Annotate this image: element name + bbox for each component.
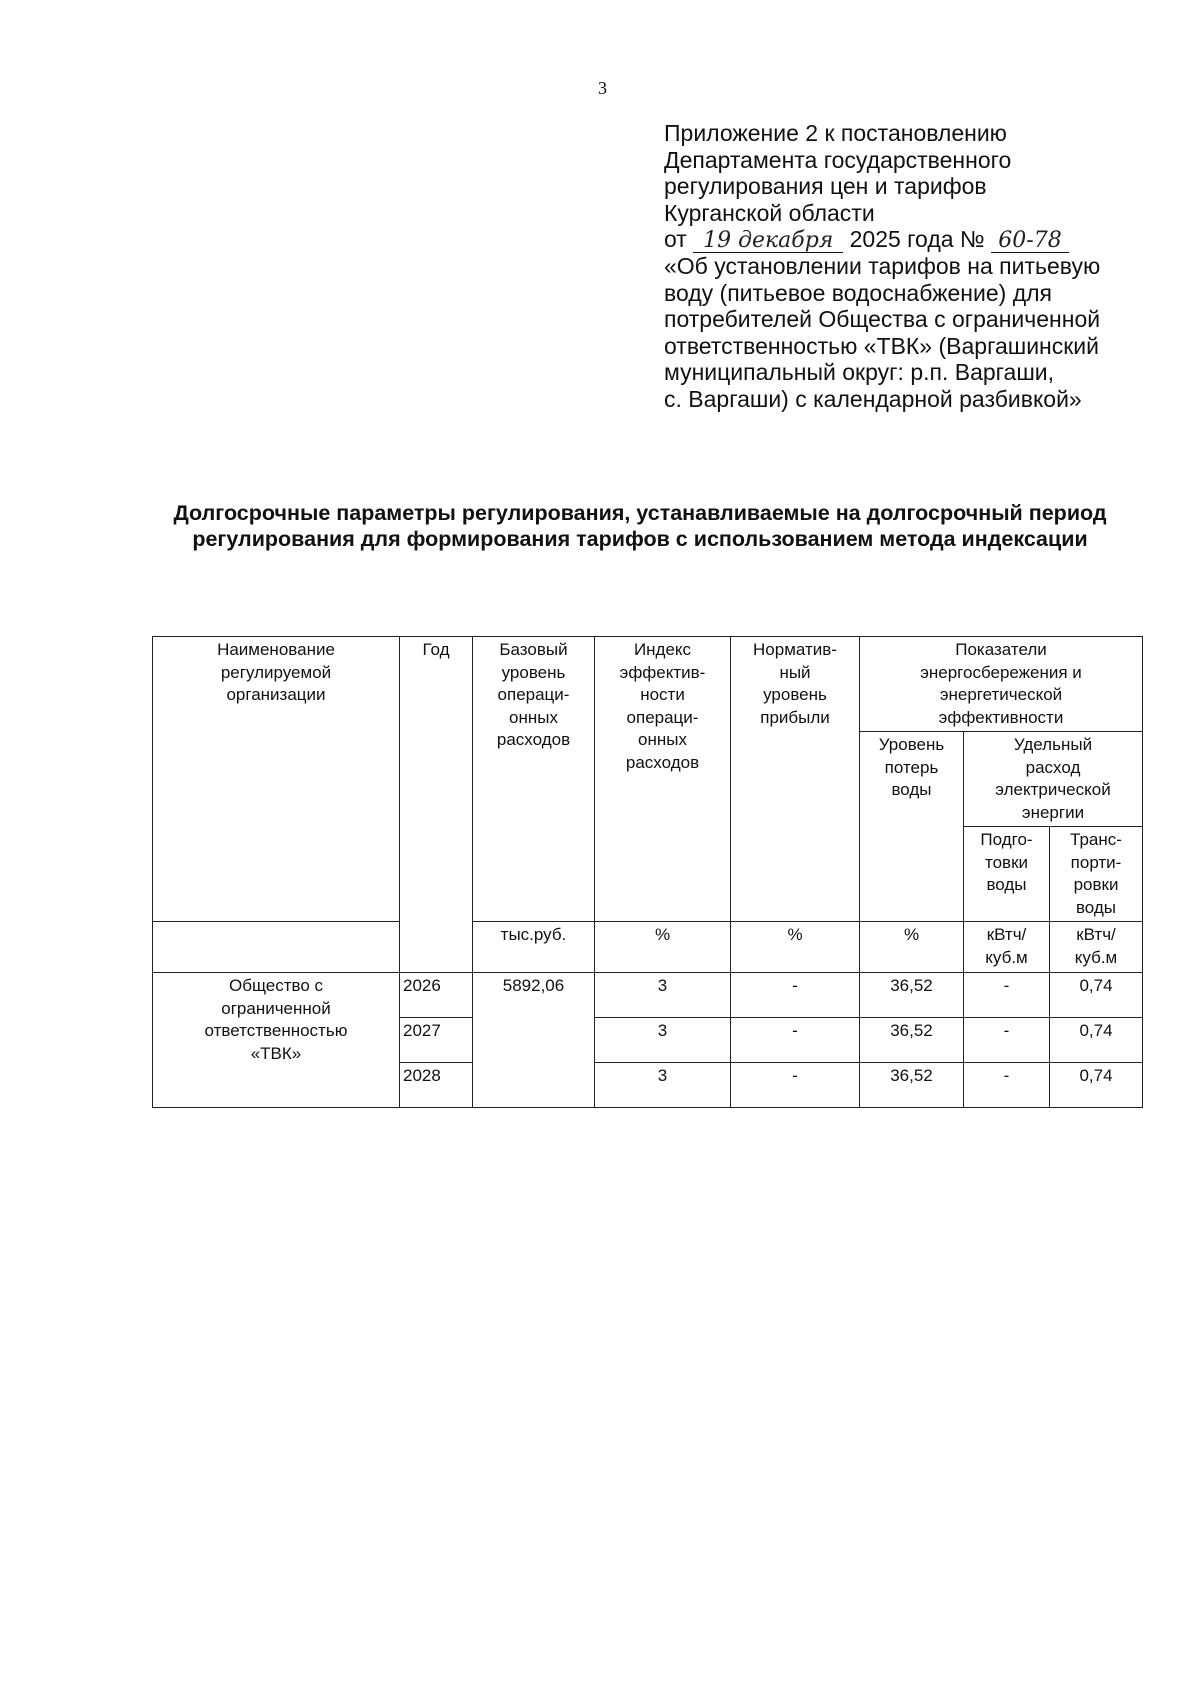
cell-index: 3: [595, 1018, 731, 1063]
unit-org-empty: [153, 922, 400, 973]
cell-norm: -: [731, 1018, 860, 1063]
header-water-loss: Уровень потерь воды: [860, 732, 964, 922]
page-number: 3: [598, 78, 607, 98]
cell-base-value: 5892,06: [473, 973, 595, 1108]
appendix-subject-line: муниципальный округ: р.п. Варгаши,: [664, 359, 1055, 385]
unit-norm: %: [731, 922, 860, 973]
handwritten-number: 60-78: [991, 230, 1069, 253]
appendix-line: Департамента государственного: [664, 146, 1012, 173]
unit-base: тыс.руб.: [473, 922, 595, 973]
appendix-date-line: [664, 226, 1134, 253]
document-title: Долгосрочные параметры регулирования, устанавливаемые на долгосрочный период регулирования для формирования тарифов с использованием метода индексации: [173, 501, 1107, 551]
cell-loss: 36,52: [860, 1063, 964, 1108]
header-energy-indicators: Показатели энергосбережения и энергетической эффективности: [860, 637, 1143, 732]
cell-transport: 0,74: [1050, 1063, 1143, 1108]
organization-name: Общество с ограниченной ответственностью «ТВК»: [153, 973, 400, 1108]
header-efficiency-index: Индекс эффектив- ности операци- онных расходов: [595, 637, 731, 922]
handwritten-date: 19 декабря: [693, 230, 843, 253]
cell-year: 2026: [400, 973, 473, 1018]
header-specific-consumption: Удельный расход электрической энергии: [964, 732, 1143, 827]
header-water-prep: Подго- товки воды: [964, 827, 1050, 922]
appendix-subject-line: «Об установлении тарифов на питьевую: [664, 253, 1101, 279]
cell-transport: 0,74: [1050, 973, 1143, 1018]
unit-loss: %: [860, 922, 964, 973]
table-row: [153, 973, 1143, 1018]
cell-prep: -: [964, 1018, 1050, 1063]
appendix-subject-line: с. Варгаши) с календарной разбивкой»: [664, 385, 1082, 412]
cell-loss: 36,52: [860, 973, 964, 1018]
date-prefix: от: [664, 226, 687, 252]
unit-prep: кВтч/ куб.м: [964, 922, 1050, 973]
cell-transport: 0,74: [1050, 1018, 1143, 1063]
appendix-subject-line: потребителей Общества с ограниченной: [664, 306, 1101, 332]
appendix-block: [664, 120, 1134, 412]
cell-year: 2027: [400, 1018, 473, 1063]
cell-year: 2028: [400, 1063, 473, 1108]
cell-loss: 36,52: [860, 1018, 964, 1063]
header-year: Год: [400, 637, 473, 973]
cell-prep: -: [964, 973, 1050, 1018]
cell-prep: -: [964, 1063, 1050, 1108]
appendix-line: Курганской области: [664, 199, 875, 226]
units-row: [153, 922, 1143, 973]
appendix-line: регулирования цен и тарифов: [664, 173, 987, 199]
unit-transport: кВтч/ куб.м: [1050, 922, 1143, 973]
appendix-subject-line: ответственностью «ТВК» (Варгашинский: [664, 332, 1100, 359]
header-base-level: Базовый уровень операци- онных расходов: [473, 637, 595, 922]
unit-index: %: [595, 922, 731, 973]
year-text: 2025 года №: [849, 226, 985, 252]
header-water-transport: Транс- порти- ровки воды: [1050, 827, 1143, 922]
appendix-line: Приложение 2 к постановлению: [664, 120, 1007, 146]
cell-index: 3: [595, 973, 731, 1018]
cell-index: 3: [595, 1063, 731, 1108]
cell-norm: -: [731, 1063, 860, 1108]
header-org: Наименование регулируемой организации: [153, 637, 400, 922]
header-row: [153, 637, 1143, 732]
cell-norm: -: [731, 973, 860, 1018]
appendix-subject-line: воду (питьевое водоснабжение) для: [664, 279, 1052, 306]
header-profit-norm: Норматив- ный уровень прибыли: [731, 637, 860, 922]
parameters-table: [152, 636, 1143, 1108]
